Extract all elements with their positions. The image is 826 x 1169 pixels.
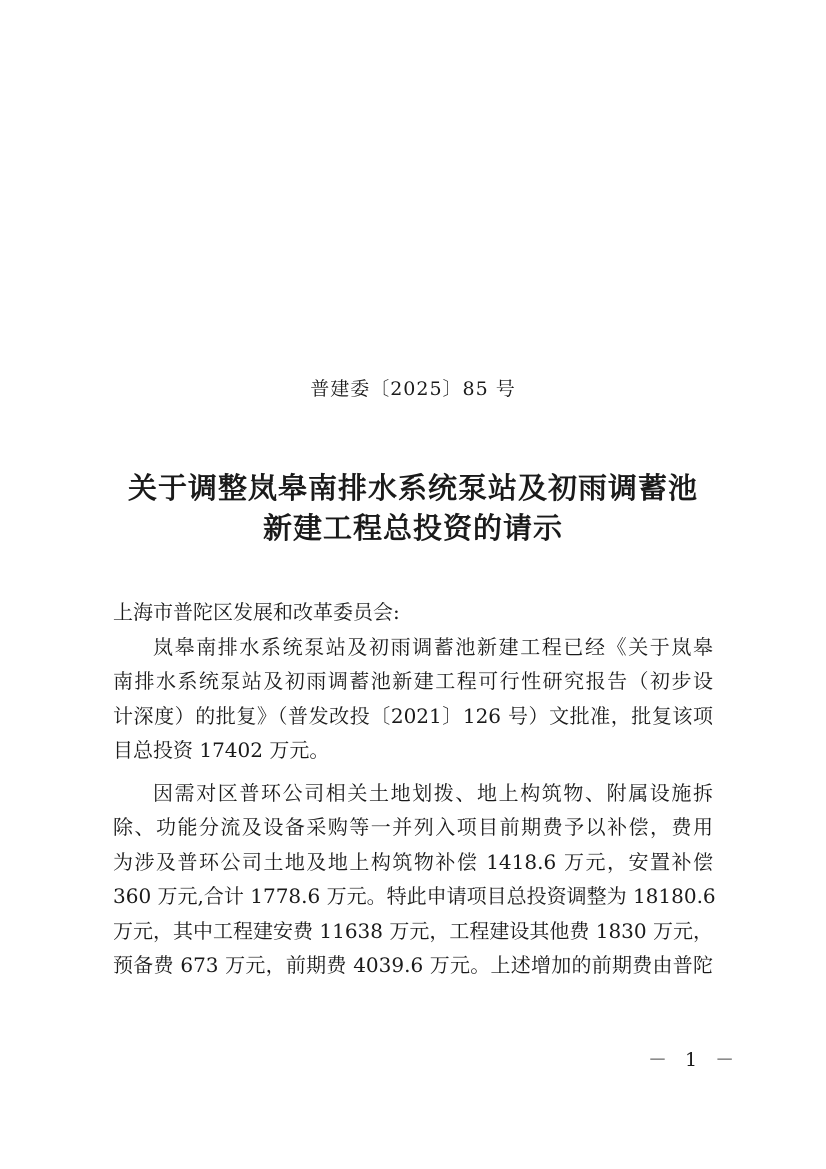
- paragraph-line: 因需对区普环公司相关土地划拨、地上构筑物、附属设施拆: [153, 780, 713, 805]
- paragraph-line: 计深度）的批复》（普发改投〔2021〕126 号）文批准，批复该项: [113, 703, 713, 728]
- document-body: [113, 595, 716, 983]
- paragraph-line: 除、功能分流及设备采购等一并列入项目前期费予以补偿，费用: [113, 815, 713, 839]
- paragraph-line: 目总投资 17402 万元。: [113, 738, 330, 762]
- salutation: 上海市普陀区发展和改革委员会:: [113, 600, 400, 624]
- paragraph-line: 360 万元,合计 1778.6 万元。特此申请项目总投资调整为 18180.6: [113, 884, 716, 908]
- document-title: [80, 468, 746, 548]
- paragraph-approval: [113, 630, 713, 768]
- paragraph-line: 南排水系统泵站及初雨调蓄池新建工程可行性研究报告（初步设: [113, 669, 713, 693]
- paragraph-line: 岚皋南排水系统泵站及初雨调蓄池新建工程已经《关于岚皋: [153, 634, 713, 659]
- document-number: 普建委〔2025〕85 号: [310, 378, 516, 400]
- paragraph-line: 万元，其中工程建安费 11638 万元，工程建设其他费 1830 万元，: [113, 918, 713, 943]
- paragraph-line: 为涉及普环公司土地及地上构筑物补偿 1418.6 万元，安置补偿: [113, 849, 713, 874]
- title-line: 新建工程总投资的请示: [262, 511, 563, 545]
- title-line: 关于调整岚皋南排水系统泵站及初雨调蓄池: [127, 471, 698, 505]
- paragraph-adjustment: [113, 776, 716, 983]
- paragraph-line: 预备费 673 万元，前期费 4039.6 万元。上述增加的前期费由普陀: [113, 953, 713, 977]
- page-number: － 1 －: [648, 1049, 741, 1071]
